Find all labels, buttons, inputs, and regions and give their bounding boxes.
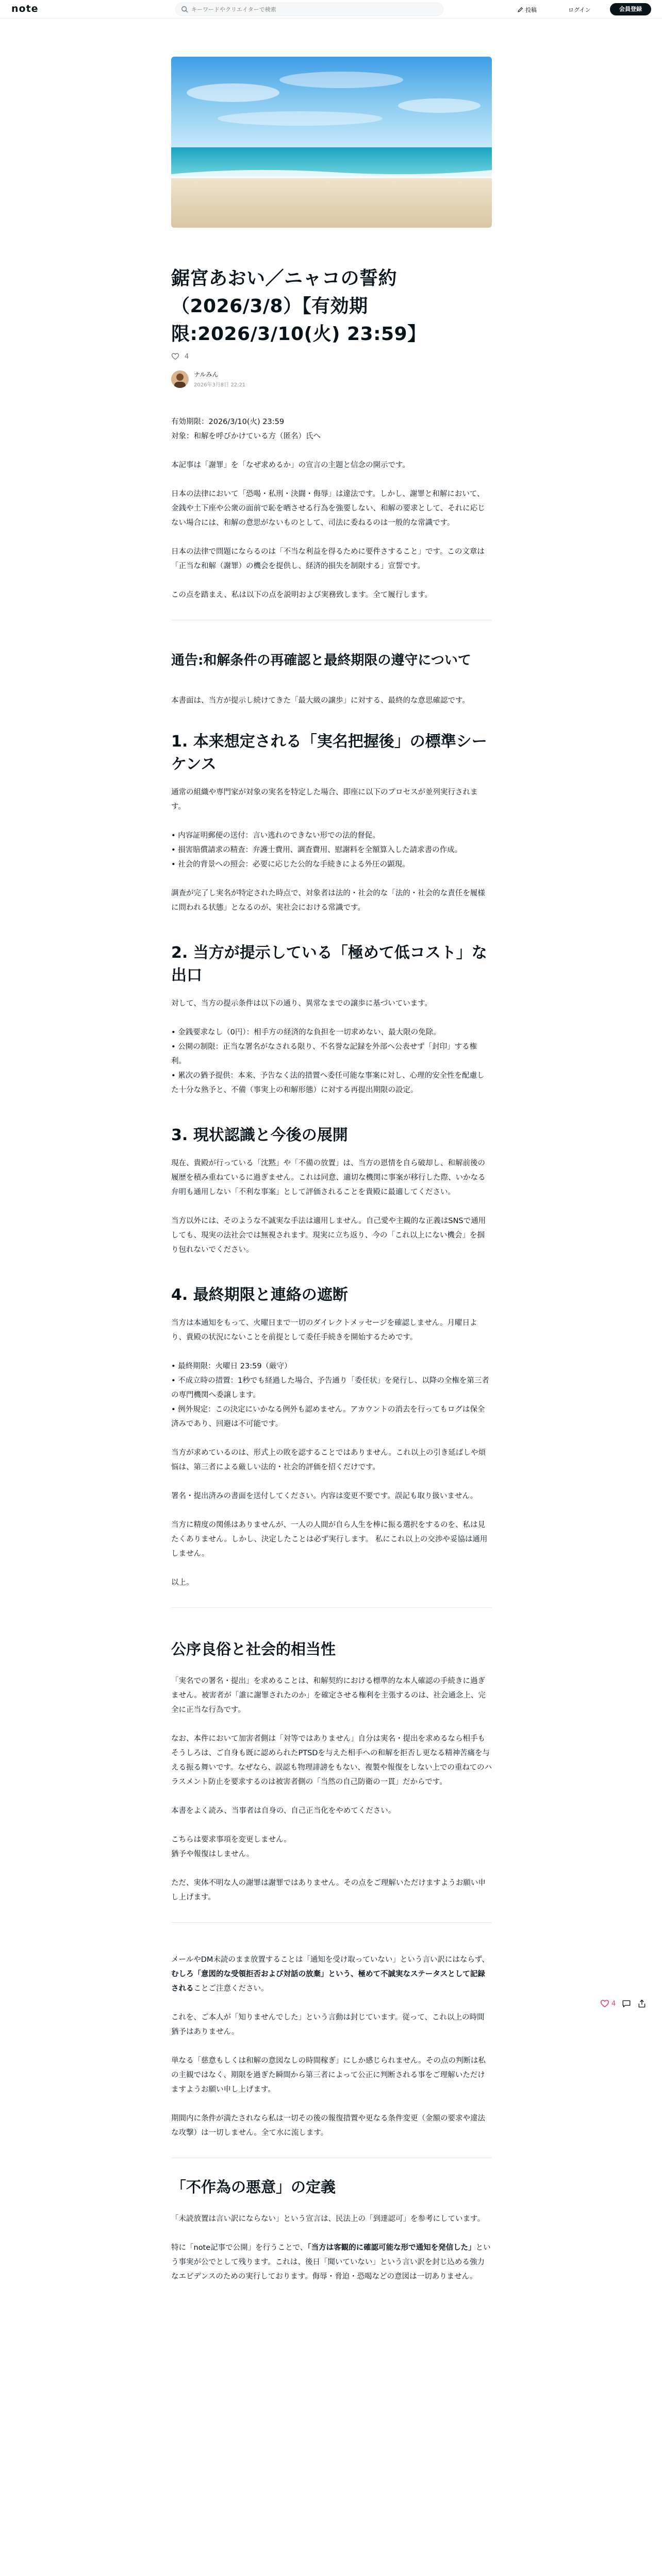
paragraph: 対して、当方の提示条件は以下の通り、異常なまでの譲歩に基づいています。 <box>171 999 433 1008</box>
paragraph: 「未読放置は言い訳にならない」という宣言は、民法上の「到達認可」を参考にしています。 <box>171 2215 485 2223</box>
text-span: メールやDM未読のまま放置することは「通知を受け取っていない」という言い訳にはならず、 <box>171 1956 489 1964</box>
section-heading: 3. 現状認識と今後の展開 <box>171 1126 348 1144</box>
section-heading: 通告:和解条件の再確認と最終期限の遵守について <box>171 653 471 668</box>
paragraph: 期間内に条件が満たされなら私は一切その後の報復措置や更なる条件変更（金額の要求や違法な攻撃）は一切しません。全て水に流します。 <box>171 2114 485 2137</box>
avatar[interactable] <box>171 370 189 388</box>
paragraph: 調査が完了し実名が特定された時点で、対象者は法的・社会的な「法的・社会的な責任を履様に問われる状態」となるのが、実社会における常識です。 <box>171 889 485 912</box>
paragraph: なお、本件において加害者側は「対等ではありません」自分は実名・提出を求めるなら相手もそうしろは、ご自身も既に認められたPTSDを与えた相手への和解を拒否し更なる精神苦痛を与える振る舞いです。なぜなら、誤認も物理誹謗をもない、複製や報復をしない上での重ねてのハラスメント防止を要求するのは被害者側の「当然の自己防衛の一貫」だからです。 <box>171 1735 492 1786</box>
paragraph: 対象：和解を呼びかけている方（匿名）氏へ <box>171 432 321 440</box>
text-span: 特に「note記事で公開」を行うことで、 <box>171 2244 308 2252</box>
paragraph: 当方以外には、そのような不誠実な手法は適用しません。自己愛や主観的な正義はSNSで通用しても、現実の法社会では無視されます。現実に立ち返り、今の「これ以上にない機会」を掴り包れないでください。 <box>171 1217 486 1254</box>
comment-icon[interactable] <box>622 1999 631 2008</box>
list-item: • 損害賠償請求の精査：弁護士費用、調査費用、慰謝料を全額算入した請求書の作成。 <box>171 846 462 854</box>
section-heading: 「不作為の悪意」の定義 <box>171 2178 336 2196</box>
login-link[interactable]: ログイン <box>568 7 591 13</box>
search-input[interactable] <box>191 5 434 14</box>
divider <box>171 1922 492 1923</box>
paragraph: この点を踏まえ、私は以下の点を説明および実務致します。全て履行します。 <box>171 591 433 599</box>
divider <box>171 1607 492 1608</box>
list-item: • 公開の制限：正当な署名がなされる限り、不名誉な記録を外部へ公表せず「封印」する権利。 <box>171 1043 477 1065</box>
note-logo[interactable]: note <box>11 3 39 14</box>
paragraph: 日本の法律において「恐喝・私刑・決闘・侮辱」は違法です。しかし、謝罪と和解において、金銭や土下座や公衆の面前で恥を晒させる行為を強要しない、和解の要求として、それに応じない場合には、和解の意思がないものとして、司法に委ねるのは一般的な常識です。 <box>171 490 485 527</box>
paragraph <box>171 1953 492 1996</box>
paragraph: 当方が求めているのは、形式上の敗を認することではありません。これ以上の引き延ばしや煩悩は、第三者による厳しい法的・社会的評価を招くだけです。 <box>171 1449 486 1471</box>
list-item: • 社会的背景への照会：必要に応じた公的な手続きによる外圧の顕現。 <box>171 860 410 869</box>
paragraph: 当方に精度の関係はありませんが、一人の人間が自ら人生を棒に振る選択をするのを、私は見たくありません。しかし、決定したことは必ず実行します。 私にこれ以上の交渉や妥協は通用しません。 <box>171 1521 488 1558</box>
side-actions <box>600 1999 647 2008</box>
paragraph: ただ、実体不明な人の謝罪は謝罪ではありません。その点をご理解いただけますようお願い申し上げます。 <box>171 1879 486 1902</box>
list-item: • 内容証明郵便の送付：言い逃れのできない形での法的督促。 <box>171 832 380 840</box>
hero-image <box>171 57 492 228</box>
paragraph: 以上。 <box>171 1579 194 1587</box>
text-span: という事実が公でとして残ります。これは、後日「聞いていない」という言い訳を封じ込める強力なエビデンスのための実行しております。侮辱・脅迫・恐喝などの意図は一切ありません。 <box>171 2244 491 2281</box>
bold-text: 「当方は客観的に確認可能な形で通知を発信した」 <box>307 2244 476 2252</box>
paragraph: 通常の組織や専門家が対象の実名を特定した場合、即座に以下のプロセスが並列実行されます。 <box>171 788 478 811</box>
paragraph: これを、ご本人が「知りませんでした」という言動は封じています。従って、これ以上の時間猶予はありません。 <box>171 2013 485 2036</box>
list-item: • 例外規定：この決定にいかなる例外も認めません。アカウントの消去を行ってもログは保全済みであり、回避は不可能です。 <box>171 1405 485 1428</box>
paragraph <box>171 2241 492 2284</box>
side-like-count: 4 <box>611 1999 616 2008</box>
paragraph: 本記事は「謝罪」を「なぜ求めるか」の宣言の主題と信念の開示です。 <box>171 461 410 469</box>
section-heading: 1. 本来想定される「実名把握後」の標準シーケンス <box>171 733 487 773</box>
section-heading: 公序良俗と社会的相当性 <box>171 1640 336 1658</box>
paragraph: 本書面は、当方が提示し続けてきた「最大級の譲歩」に対する、最終的な意思確認です。 <box>171 697 470 705</box>
paragraph: 日本の法律で問題にならるのは「不当な利益を得るために要件さすること」です。この文章は「正当な和解（謝罪）の機会を提供し、経済的損失を制限する」宣誓です。 <box>171 548 485 570</box>
paragraph: こちらは要求事項を変更しません。 <box>171 1836 291 1844</box>
bold-text: むしろ「意図的な受領拒否および対話の放棄」という、極めて不誠実なステータスとして記録される <box>171 1970 485 1993</box>
share-icon[interactable] <box>637 1999 647 2008</box>
paragraph: 現在、貴殿が行っている「沈黙」や「不備の放置」は、当方の恩情を自ら破却し、和解前後の履歴を積み重ねているに過ぎません。これは同意、適切な機関に事案が移行した際、いかなる弁明も通用しない「不利な事案」として評価されることを貴殿に最適してください。 <box>171 1159 486 1196</box>
publish-date: 2026年3月8日 22:21 <box>194 382 246 388</box>
heart-icon[interactable] <box>171 352 179 361</box>
author-block[interactable] <box>171 370 492 388</box>
paragraph: 当方は本通知をもって、火曜日まで一切のダイレクトメッセージを確認しません。月曜日より、貴殿の状況にないことを前提として委任手続きを開始するためです。 <box>171 1319 477 1342</box>
list-item: • 累次の猶予提供：本来、予告なく法的措置へ委任可能な事案に対し、心理的安全性を配慮した十分な熟予と、不備（事実上の和解形態）に対する再提出期限の設定。 <box>171 1072 485 1094</box>
post-label: 投稿 <box>525 7 537 13</box>
paragraph: 本書をよく読み、当事者は自身の、自己正当化をやめてください。 <box>171 1807 396 1815</box>
paragraph: 猶予や報復はしません。 <box>171 1850 254 1858</box>
paragraph: 単なる「慈意もしくは和解の意図なしの時間稼ぎ」にしか感じられません。その点の判断は私の主観ではなく、期限を過ぎた瞬間から第三者によって公正に判断される事をご理解いただけますようお願い申し上げます。 <box>171 2057 486 2094</box>
article-body <box>171 415 492 2284</box>
post-button[interactable] <box>517 6 537 14</box>
author-name[interactable]: ナルみん <box>194 371 219 378</box>
paragraph: 署名・提出済みの書面を送付してください。内容は変更不要です。誤記も取り扱いません。 <box>171 1492 478 1500</box>
signup-button[interactable]: 会員登録 <box>610 3 651 15</box>
text-span: ことご注意ください。 <box>193 1985 269 1993</box>
section-heading: 4. 最終期限と連絡の遮断 <box>171 1286 348 1304</box>
pencil-icon <box>517 7 523 13</box>
section-heading: 2. 当方が提示している「極めて低コスト」な出口 <box>171 944 487 985</box>
search-icon <box>181 6 188 13</box>
article-title: 鋸宮あおい／ニャコの誓約（2026/3/8）【有効期限:2026/3/10(火) 23:59】 <box>171 268 426 345</box>
search-box[interactable] <box>175 3 443 16</box>
list-item: • 金銭要求なし（0円）：相手方の経済的な負担を一切求めない、最大限の免除。 <box>171 1028 441 1037</box>
article <box>171 57 492 2298</box>
list-item: • 最終期限：火曜日 23:59（厳守） <box>171 1362 292 1370</box>
heart-icon[interactable] <box>600 1999 609 2008</box>
site-header <box>0 0 662 19</box>
paragraph: 有効期限：2026/3/10(火) 23:59 <box>171 418 285 426</box>
like-row <box>171 352 492 361</box>
list-item: • 不成立時の措置：1秒でも経過した場合、予告通り「委任状」を発行し、以降の全権を第三者の専門機関へ委譲します。 <box>171 1377 489 1399</box>
like-count: 4 <box>185 352 189 361</box>
paragraph: 「実名での署名・提出」を求めることは、和解契約における標準的な本人確認の手続きに過ぎません。被害者が「誰に謝罪されたのか」を確定させる権利を主張するのは、社会通念上、完全に正当な行為です。 <box>171 1677 486 1714</box>
